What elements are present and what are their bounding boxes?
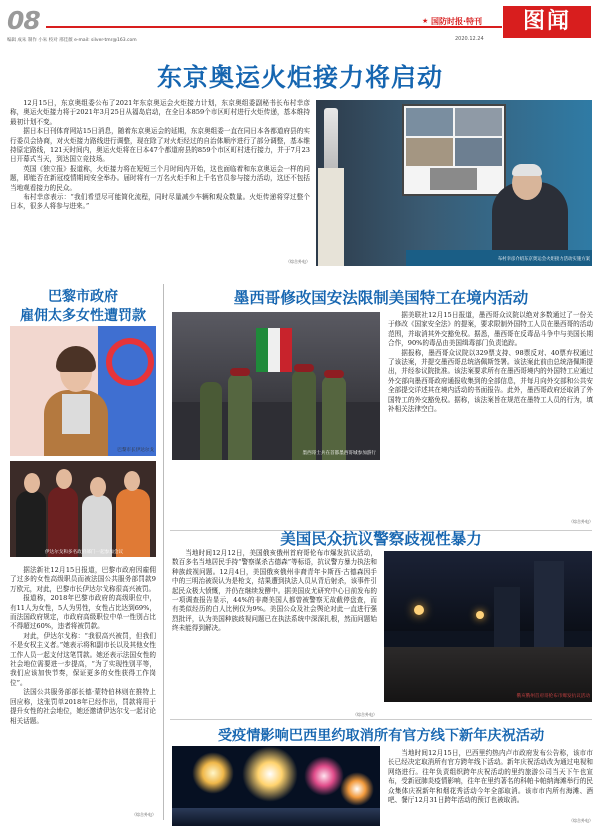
article2-paragraph: 对此，伊达尔戈称：“我很高兴被罚，但我们不是女权主义者。”她表示将和副市长以及其他女性工作人员一起支付这笔罚款。她还表示法国女性的社会地位需要进一步提高，“为了实现性别平等，我们应该加快节奏，保证更多的女性获得工作岗位”。 xyxy=(10,631,156,687)
firework-burst xyxy=(242,746,298,802)
torch-base xyxy=(318,168,344,266)
meeting-person xyxy=(48,487,78,557)
article1-body xyxy=(10,99,310,212)
article3-source: （综合外电） xyxy=(569,519,593,524)
article2-headline-line1: 巴黎市政府 xyxy=(48,289,118,305)
press-photo-caption: 布村幸彦介绍东京奥运会火炬接力活动实施方案 xyxy=(497,257,590,262)
article4-source: （综合外电） xyxy=(353,712,377,717)
article2-body xyxy=(10,566,156,726)
skyscraper xyxy=(494,587,520,651)
mexico-photo-caption: 墨西哥士兵在首都墨西哥城参加游行 xyxy=(302,451,376,456)
paris-mayor-photo xyxy=(10,326,156,456)
article5-body xyxy=(388,749,593,805)
mexico-flag-green xyxy=(256,328,268,372)
article2-paragraph: 法国公共服务部部长德·蒙特伯林则在推特上回应称，这张罚单2018年已经作出，罚款将用于提升女性的社会地位，她还邀请伊达尔戈一起讨论相关话题。 xyxy=(10,688,156,725)
skyscraper xyxy=(534,561,564,651)
video-tile xyxy=(406,138,453,166)
meeting-face xyxy=(24,473,40,493)
paris-meeting-photo xyxy=(10,461,156,557)
masthead xyxy=(0,0,600,44)
article2-headline-line2: 雇佣太多女性遭罚款 xyxy=(20,308,146,324)
article5-headline: 受疫情影响巴西里约取消所有官方线下新年庆祝活动 xyxy=(217,728,545,744)
soldier-beret xyxy=(294,364,314,372)
article1-source: （综合外电） xyxy=(286,259,310,264)
article2-paragraph: 据法新社12月15日报道，巴黎市政府因雇佣了过多的女性高级职员而被法国公共服务部罚款9万欧元，对此，巴黎市长伊达尔戈称很高兴被罚。 xyxy=(10,566,156,593)
article3-headline: 墨西哥修改国安法限制美国特工在境内活动 xyxy=(233,289,529,307)
article3-paragraph: 据美联社12月15日报道，墨西哥众议院以绝对多数通过了一份关于修改《国家安全法》的提案，要求限制外国特工人员在墨西哥的活动范围，并取消其外交豁免权。据悉，墨西哥在反毒品斗争中与美国长期合作，90%的毒品由美国缉毒部门负责追踪。 xyxy=(388,311,593,348)
meeting-face xyxy=(124,471,140,491)
article1-paragraph: 12月15日，东京奥组委公布了2021年东京奥运会火炬接力计划，东京奥组委副秘书长布村幸彦称，奥运火炬接力将于2021年3月25日从福岛启动，在全日本859个市区町村进行火炬传递，基本维持最初计划不变。 xyxy=(10,99,310,126)
article4-paragraph: 当地时间12月12日，美国俄亥俄州首府哥伦布市爆发抗议活动，数百多名当地居民手持“警察谋杀古德森”等标语，抗议警方暴力执法和种族歧视问题。12月4日，美国俄亥俄州非裔青年卡斯西·古德森因手中的三明治被误认为是枪支，结果遭到执法人员从背后射杀，该事件引起民众极大愤慨，并仍在继续发酵中。据美国皮尤研究中心日前发布的一项调查报告显示，44%的非裔美国人都曾被警察无故截停盘查，而有类似经历的白人比例仅为9%。美国公众及社会舆论对此一直进行强烈批评，认为美国种族歧视问题已在执法系统中深深扎根，然而问题始终未能得到解决。 xyxy=(172,549,377,633)
staff-line: 编辑 成朱 制作 小朱 校对 邢佳薇 e-mail: silver-tmr@163.com xyxy=(7,38,137,43)
speaker-hair xyxy=(512,164,542,176)
article5-paragraph: 当地时间12月15日，巴西里约热内卢市政府发布公告称，该市市长已经决定取消所有官方跨年线下活动。新年庆祝活动改为通过电视和网络进行。往年负责组织跨年庆祝活动的里约旅游公司当天下午也宣布，受新冠肺炎疫情影响，往年在里约著名的科帕卡帕纳海滩举行的民众集体庆祝新年和烟花秀活动今年全部取消。该市市内所有海滩、酒吧、餐厅12月31日跨年活动的预订也被取消。 xyxy=(388,749,593,805)
paris-meeting-caption: 伊达尔戈和多名政府部门一起参加会议 xyxy=(44,550,124,555)
article4-body xyxy=(172,549,377,634)
article3-paragraph: 据报称，墨西哥众议院以329票支持、98票反对、40票弃权通过了该法案，并提交墨西哥总统洛佩斯签署。该法案此前由总统洛佩斯提出，并经参议院批准。该法案要求所有在墨西哥境内的外国特工应通过外交部向墨西哥政府通报收集到的全部信息，并每月向外交部和公共安全部提交详述其在境内活动的书面报告。此外，墨西哥政府还取消了外国特工的外交豁免权。据称，该法案旨在规范在墨特工人员的行为，填补相关法律空白。 xyxy=(388,348,593,414)
article1-paragraph: 据日本日刊体育网站15日消息，随着东京奥运会的延期，东京奥组委一直在同日本各都道府县的实行委员会协商，对火炬接力路线进行调整，现在除了对火炬经过的自治体顺序进行了部分调整，基本维持原定路线，121天时间内，奥运火炬将在日本47个都道府县的859个市区町村进行接力，并于7月23日开幕式当天，到达国立竞技场。 xyxy=(10,127,310,164)
street-light xyxy=(476,611,484,619)
soldier xyxy=(322,376,346,460)
meeting-person xyxy=(116,489,150,557)
screen-monitor xyxy=(402,104,506,196)
mexico-soldiers-photo xyxy=(172,312,380,460)
protest-photo xyxy=(384,551,592,702)
firework-burst xyxy=(340,772,374,806)
page-number: 08 xyxy=(7,6,40,35)
protest-photo-caption: 俄亥俄州首府哥伦布市爆发抗议活动 xyxy=(516,694,590,699)
meeting-person xyxy=(16,491,46,557)
article4-headline: 美国民众抗议警察歧视性暴力 xyxy=(280,530,482,548)
article1-paragraph: 英国《独立报》报道称，火炬接力将在短短三个月时间内开始，这也面临着和东京奥运会一样的问题，即能否在新冠疫情期间安全举办。届时将有一万名火炬手和上千名官员参与接力活动，这还不包括当地观看接力的民众。 xyxy=(10,164,310,192)
video-tile xyxy=(455,108,502,136)
section-rule xyxy=(170,719,592,720)
soldier xyxy=(200,382,222,460)
article5-source: （综合外电） xyxy=(569,818,593,823)
paper-name: 国防时报·特刊 xyxy=(431,17,483,26)
mexico-flag-white xyxy=(268,328,280,372)
firework-burst xyxy=(304,756,344,796)
video-tile xyxy=(455,138,502,166)
mayor-hair xyxy=(56,346,96,372)
torch-stand xyxy=(324,108,338,168)
meeting-face xyxy=(56,469,72,489)
article1-headline: 东京奥运火炬接力将启动 xyxy=(156,63,443,92)
soldier-beret xyxy=(324,370,344,378)
mayor-scarf xyxy=(62,394,90,434)
press-conference-photo xyxy=(316,100,592,266)
street-light xyxy=(414,605,424,615)
section-title: 图闻 xyxy=(503,6,591,38)
mexico-flag-red xyxy=(280,328,292,372)
fireworks-photo xyxy=(172,746,380,826)
beach-crowd xyxy=(172,808,380,826)
video-tile xyxy=(430,168,477,190)
soldier xyxy=(228,374,252,460)
article2-source: （综合外电） xyxy=(132,812,156,817)
soldier-beret xyxy=(230,368,250,376)
article1-paragraph: 布村幸彦表示：“我们希望尽可能简化流程，同时尽量减少车辆和观众数量。火炬传递将穿过整个日本，很多人将参与进来。” xyxy=(10,193,310,211)
meeting-face xyxy=(90,477,106,497)
article2-paragraph: 报道称，2018年巴黎市政府的高级职位中，有11人为女性，5人为男性，女性占比达到69%，而法国政府规定，市政府高级职位中单一性别占比不得超过60%，违者将被罚款。 xyxy=(10,594,156,631)
video-tile xyxy=(406,108,453,136)
paris-mayor-caption: 巴黎市长伊达尔戈 xyxy=(117,448,154,453)
poster-ring xyxy=(106,338,154,386)
star-icon: ★ xyxy=(422,17,429,25)
meeting-person xyxy=(82,495,112,557)
article3-body xyxy=(388,311,593,414)
issue-date: 2020.12.24 xyxy=(455,36,484,42)
column-divider xyxy=(163,284,164,820)
soldier xyxy=(292,370,316,460)
firework-burst xyxy=(192,752,234,794)
